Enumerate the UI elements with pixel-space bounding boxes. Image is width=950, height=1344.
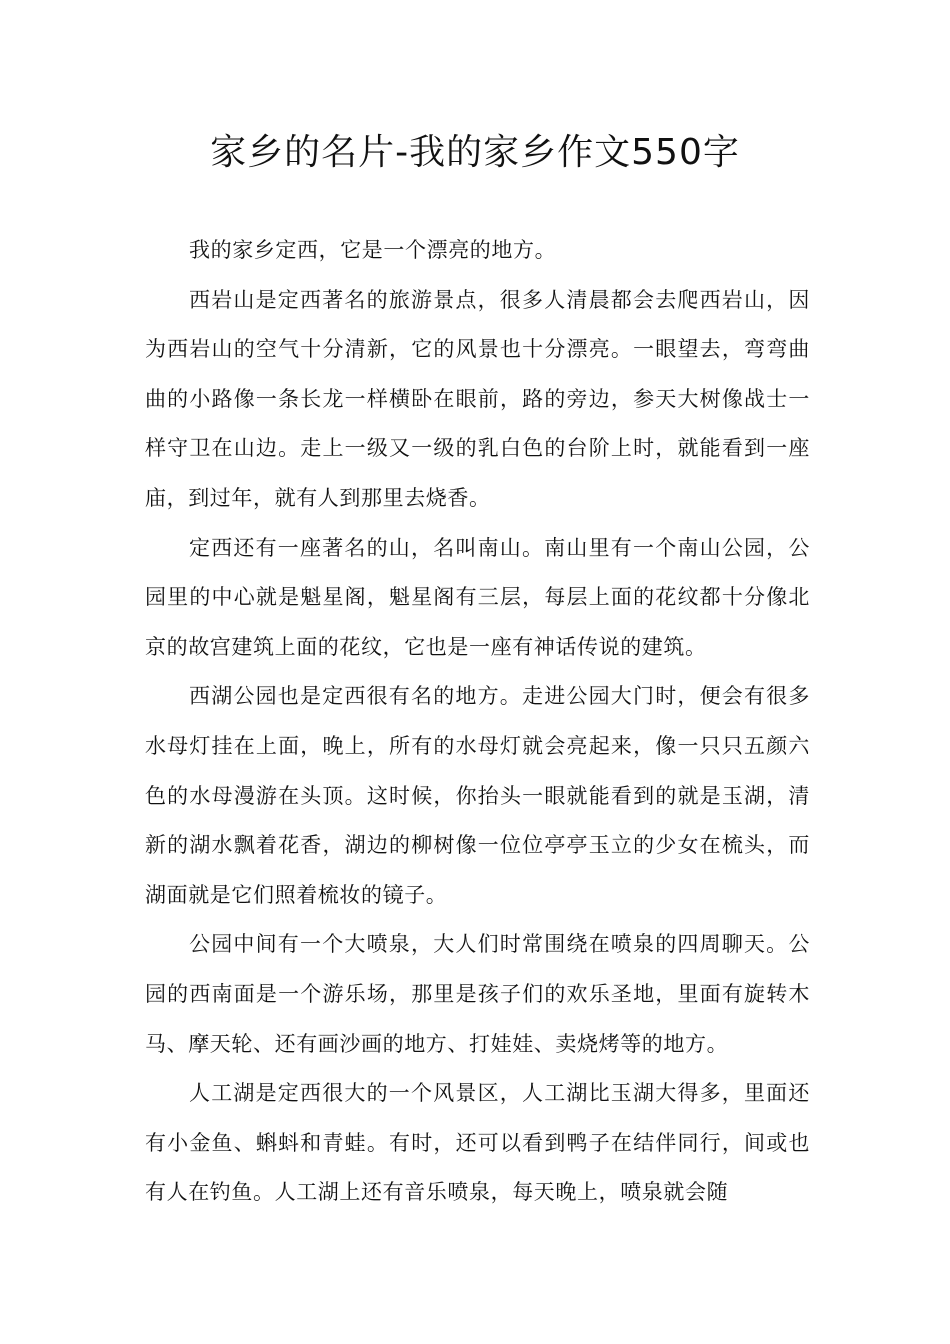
paragraph: 定西还有一座著名的山，名叫南山。南山里有一个南山公园，公园里的中心就是魁星阁，魁星阁有三层，每层上面的花纹都十分像北京的故宫建筑上面的花纹，它也是一座有神话传说的建筑。 bbox=[145, 535, 810, 659]
paragraph: 我的家乡定西，它是一个漂亮的地方。 bbox=[189, 238, 557, 262]
paragraph: 西湖公园也是定西很有名的地方。走进公园大门时，便会有很多水母灯挂在上面，晚上，所有的水母灯就会亮起来，像一只只五颜六色的水母漫游在头顶。这时候，你抬头一眼就能看到的就是玉湖，清新的湖水飘着花香，湖边的柳树像一位位亭亭玉立的少女在梳头，而湖面就是它们照着梳妆的镜子。 bbox=[145, 684, 810, 907]
document-title: 家乡的名片-我的家乡作文550字 bbox=[210, 132, 740, 173]
document-body bbox=[145, 226, 810, 1218]
paragraph: 人工湖是定西很大的一个风景区，人工湖比玉湖大得多，里面还有小金鱼、蝌蚪和青蛙。有时，还可以看到鸭子在结伴同行，间或也有人在钓鱼。人工湖上还有音乐喷泉，每天晚上，喷泉就会随 bbox=[145, 1081, 810, 1205]
paragraph: 西岩山是定西著名的旅游景点，很多人清晨都会去爬西岩山，因为西岩山的空气十分清新，它的风景也十分漂亮。一眼望去，弯弯曲曲的小路像一条长龙一样横卧在眼前，路的旁边，参天大树像战士一样守卫在山边。走上一级又一级的乳白色的台阶上时，就能看到一座庙，到过年，就有人到那里去烧香。 bbox=[145, 287, 810, 510]
paragraph: 公园中间有一个大喷泉，大人们时常围绕在喷泉的四周聊天。公园的西南面是一个游乐场，那里是孩子们的欢乐圣地，里面有旋转木马、摩天轮、还有画沙画的地方、打娃娃、卖烧烤等的地方。 bbox=[145, 932, 810, 1056]
